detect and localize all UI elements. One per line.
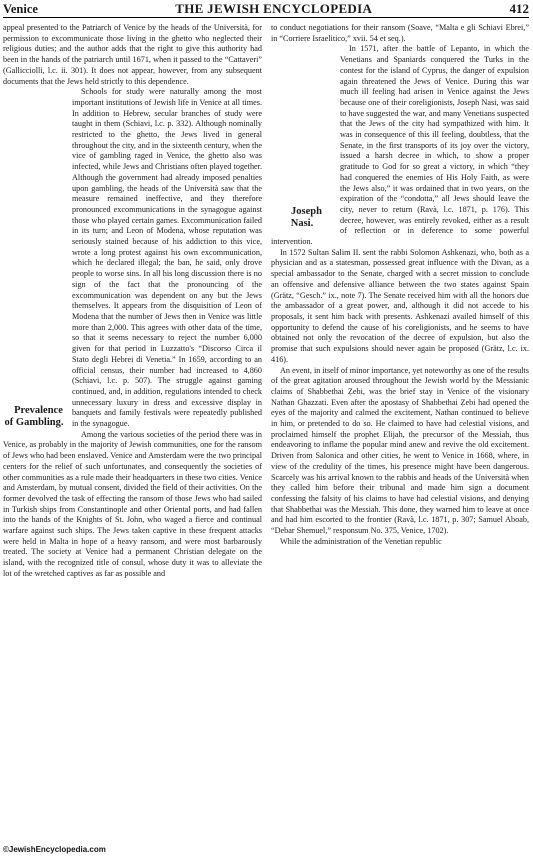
header-article-name: Venice — [3, 2, 38, 16]
right-column — [271, 23, 529, 841]
paragraph: Among the various societies of the period there was in Venice, as probably in the majority of Jewish communities, one for the ransom of Jews who had been enslaved. Venice and Amsterdam were the two principal centers for the relief of such unfortunates, and consequently the societies of other communities as a rule made their headquarters in these two cities. Venice and Amsterdam, by mutual consent, divided the field of their activities. On the former devolved the task of effecting the ransom of those Jews who had sailed in Turkish ships from Constantinople and other Oriental ports, and had fallen into the hands of the Knights of St. John, who waged a fierce and continual warfare against such ships. The Jews taken captive in these frequent attacks were held in Malta in hope of a heavy ransom, and were most barbarously treated. The society at Venice had a permanent Christian delegate on the island, with the recognized title of consul, whose duty it was to alleviate the lot of the wretched captives as far as possible and — [3, 429, 262, 578]
paragraph: to conduct negotiations for their ransom (Soave, “Malta e gli Schiavi Ebrei,” in “Corriere Israelitico,” xvii. 54 et seq.). — [271, 23, 529, 43]
copyright-footer: ©JewishEncyclopedia.com — [3, 845, 106, 854]
paragraph-text: Schools for study were naturally among the most important institutions of Jewish life in Venice at all times. In addition to Hebrew, secular branches of study were taught in them (Schiavi, l.c. p. 332). Although nominally restricted to the ghetto, the Jews lived in general throughout the city, and in the sixteenth century, when the vice of gambling raged in Venice, the ghetto also was infected, while Jews and Christians often played together. Although the government had already imposed penalties upon gambling, the heads of the Università saw that the measure remained ineffective, and they therefore pronounced excommunications in the synagogue against those who played certain games. Excommunication failed in its turn; and Leon of Modena, whose reputation was seriously stained because of his addiction to this vice, wrote a long protest against his own excommunication, which he declared illegal; the ban, he said, only drove people to worse sins. In all his long discussion there is no sign of the fact that the pronouncing of the excommunication was dependent on any but the Jews themselves. It appears from the disquisition of Leon of Modena that the number of Jews then in Venice was little more than 2,000. This agrees with other data of the time, so that it seems necessary to reject the number 6,000 given for that period in Luzzatto's “Discorso Circa il Stato degli Hebrei di Venetia.” In 1659, according to an official census, their number had increased to 4,860 (Schiavi, l.c. p. 507). The struggle against gaming continued, and, in addition, regulations intended to check unnecessary luxury in dress and excessive display in banquets and family festivals were repeatedly published in the synagogue. — [72, 87, 262, 429]
side-heading-gambling: Prevalence of Gambling. — [4, 405, 64, 429]
side-heading-joseph-nasi: Joseph Nasi. — [290, 206, 322, 230]
header-publication-title: THE JEWISH ENCYCLOPEDIA — [175, 1, 373, 16]
paragraph-text: In 1571, after the battle of Lepanto, in which the Venetians and Spaniards conquered the Turks in the contest for the island of Cyprus, the danger of expulsion again threatened the Jews of Venice. During this war much ill feeling had arisen in Venice against the Jews because one of their coreligionists, Joseph Nasi, was said to have suggested the war, and many Venetians suspected that the Jews of the city had sympathized with him. It was in consequence of this ill feeling, doubtless, that the Senate, in the first transports of its joy over the victory, issued a harsh decree in which, to show a proper gratitude to God for so great a victory, in which “they had conquered the enemies of His Holy Faith, as were the Jews also,” it was ordained that in two years, on the expiration of the “condotta,” all Jews should leave the city, never to return (Ravà, l.c. 1871, p. 176). This decree, however, was entirely revoked, either as a result of reflection or in deference to some powerful intervention. — [271, 44, 529, 247]
paragraph — [3, 87, 262, 430]
running-header — [3, 0, 529, 18]
paragraph — [271, 44, 529, 247]
paragraph: In 1572 Sultan Salim II. sent the rabbi Solomon Ashkenazi, who, both as a physician and as a statesman, possessed great influence with the Divan, as a special ambassador to the Senate, charged with a secret mission to conclude an offensive and defensive alliance between the two states against Spain (Grätz, “Gesch.” ix., note 7). The Senate received him with all the honors due the ambassador of a great power, and, although it did not accede to his proposals, it sent him back with presents. Ashkenazi availed himself of this opportunity to defend the cause of his coreligionists, and he seems to have obtained not only the revocation of the decree of expulsion, but also the promise that such expulsions should never again be proposed (Grätz, l.c. ix. 416). — [271, 247, 529, 364]
header-page-number: 412 — [509, 1, 529, 16]
paragraph: appeal presented to the Patriarch of Venice by the heads of the Università, for permission to excommunicate those living in the ghetto who neglected their religious duties; and the author adds that the right to give this authority had been in the hands of the patriarch until 1671, when it passed to the “Cattaveri” (Gallicciolli, l.c. ii. 301). It does not appear, however, from any subsequent documents that the Jews held strictly to this dependence. — [3, 23, 262, 86]
paragraph: While the administration of the Venetian republic — [280, 536, 442, 546]
paragraph: An event, in itself of minor importance, yet noteworthy as one of the results of the great agitation aroused throughout the Jewish world by the Messianic claims of Shabbethai Ẓebi, was the brief stay in Venice of the visionary Nathan Ghazzati. Even after the apostasy of Shabbethai Ẓebi had opened the eyes of the majority and calmed the excitement, Nathan continued to believe in him, or pretended to do so. He claimed to have had celestial visions, and proclaimed himself the prophet Elijah, the precursor of the Messiah, thus endeavoring to inflame the popular mind anew and revive the old excitement. Driven from Salonica and other cities, he went to Venice in 1668, where, in view of the credulity of the times, his presence might have been dangerous. Scarcely was his arrival known to the rabbis and heads of the Università when they called him before their tribunal and made him sign a document confessing the falsity of his claims to have had celestial visions, and denying that Shabbethai was the Messiah. This done, they warned him to leave at once and had him escorted to the frontier (Ravà, l.c. 1871, p. 307; Samuel Aboab, “Debar Shemuel,” responsum No. 375, Venice, 1702). — [271, 365, 529, 536]
left-column — [3, 23, 262, 841]
